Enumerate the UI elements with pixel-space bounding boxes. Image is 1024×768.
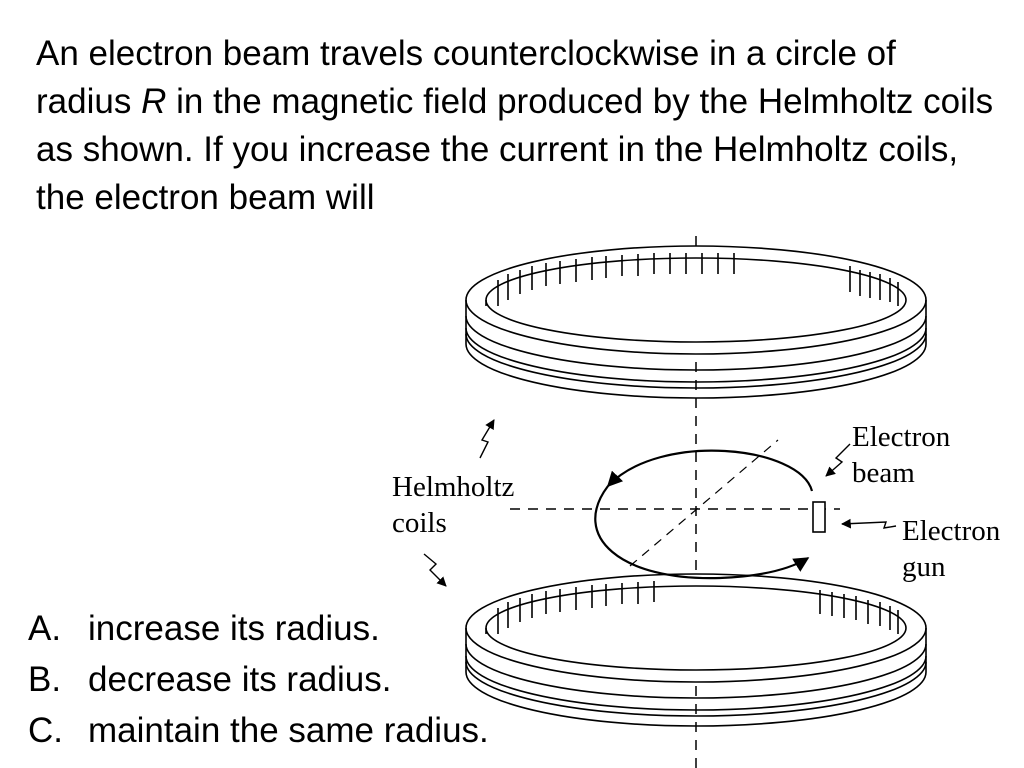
option-b-text: decrease its radius. — [88, 660, 392, 699]
radius-variable: R — [141, 82, 167, 121]
answer-options — [28, 603, 588, 756]
option-b[interactable] — [28, 654, 588, 705]
electron-gun-label-line1: Electron — [902, 515, 1001, 547]
option-a-text: increase its radius. — [88, 609, 380, 648]
electron-beam-path — [608, 451, 812, 491]
top-coil — [466, 246, 926, 398]
option-c[interactable] — [28, 705, 588, 756]
question-part2: in the magnetic field produced by the Helmholtz coils as shown. If you increase the current in the Helmholtz coils, the electron beam will — [36, 82, 994, 217]
gun-pointer — [842, 522, 896, 528]
electron-gun-icon — [813, 502, 825, 532]
option-a-letter: A. — [28, 609, 62, 648]
electron-beam-label-line2: beam — [852, 457, 915, 489]
option-b-letter: B. — [28, 660, 62, 699]
question-part1: An electron beam travels counterclockwise in a circle of radius — [36, 34, 896, 121]
helmholtz-pointer-bottom — [424, 554, 446, 586]
electron-gun-label-line2: gun — [902, 551, 946, 583]
electron-beam-path-lower — [595, 486, 808, 578]
option-c-text: maintain the same radius. — [88, 711, 489, 750]
question-text — [36, 30, 996, 222]
helmholtz-label-line1: Helmholtz — [392, 471, 515, 503]
beam-pointer — [826, 444, 850, 476]
option-a[interactable] — [28, 603, 588, 654]
helmholtz-label-line2: coils — [392, 507, 447, 539]
option-c-letter: C. — [28, 711, 63, 750]
helmholtz-pointer-top — [480, 420, 494, 458]
electron-beam-label-line1: Electron — [852, 421, 951, 453]
